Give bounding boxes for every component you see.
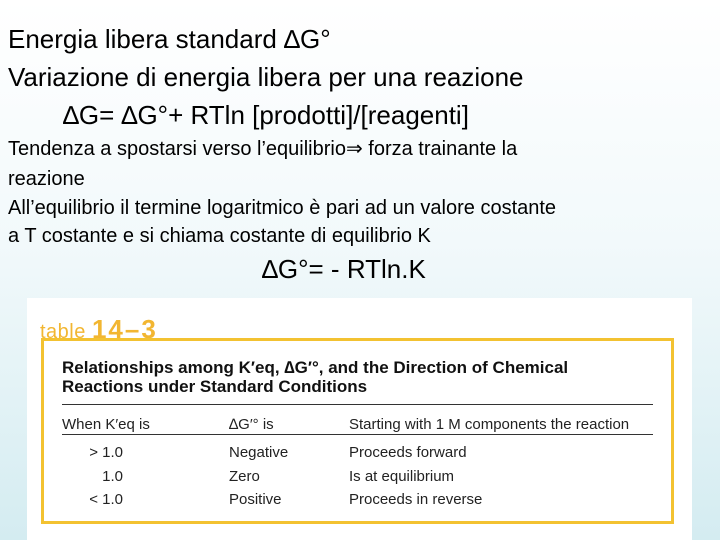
body-line-3: All’equilibrio il termine logaritmico è pari ad un valore costante bbox=[8, 197, 557, 219]
table-rule-header bbox=[62, 434, 653, 435]
table-title-line-2: Reactions under Standard Conditions bbox=[62, 377, 368, 396]
table-cell-reaction: Proceeds in reverse bbox=[349, 491, 483, 508]
body-line-1: Tendenza a spostarsi verso l’equilibrio⇒ forza trainante la bbox=[8, 138, 518, 160]
table-cell-keq: > 1.0 bbox=[89, 444, 123, 461]
table-cell-dg: Positive bbox=[229, 491, 282, 508]
table-header-keq: When K′eq is bbox=[62, 416, 150, 433]
table-title bbox=[62, 358, 568, 396]
table-cell-reaction: Proceeds forward bbox=[349, 444, 467, 461]
table-cell-dg: Zero bbox=[229, 468, 260, 485]
table-label-word: table bbox=[40, 321, 86, 343]
table-cell-keq: < 1.0 bbox=[89, 491, 123, 508]
table-cell-keq: 1.0 bbox=[102, 468, 123, 485]
table-rule-top bbox=[62, 404, 653, 405]
table-cell-reaction: Is at equilibrium bbox=[349, 468, 455, 485]
table-frame bbox=[41, 338, 674, 524]
table-image bbox=[27, 298, 692, 540]
heading-line-2: Variazione di energia libera per una reazione bbox=[8, 62, 524, 92]
standard-free-energy-equation: ∆G°= - RTln.K bbox=[262, 254, 426, 284]
free-energy-equation: ∆G= ∆G°+ RTln [prodotti]/[reagenti] bbox=[63, 100, 469, 130]
table-header-reaction: Starting with 1 M components the reaction bbox=[349, 416, 630, 433]
table-header-dg: ∆G′° is bbox=[229, 416, 274, 433]
table-title-line-1: Relationships among K′eq, ∆G′°, and the Direction of Chemical bbox=[62, 358, 569, 377]
body-line-2: reazione bbox=[8, 168, 85, 190]
body-line-4: a T costante e si chiama costante di equilibrio K bbox=[8, 225, 431, 247]
heading-line-1: Energia libera standard ∆G° bbox=[8, 24, 331, 54]
table-cell-dg: Negative bbox=[229, 444, 289, 461]
table-label-number: 14–3 bbox=[91, 314, 158, 344]
